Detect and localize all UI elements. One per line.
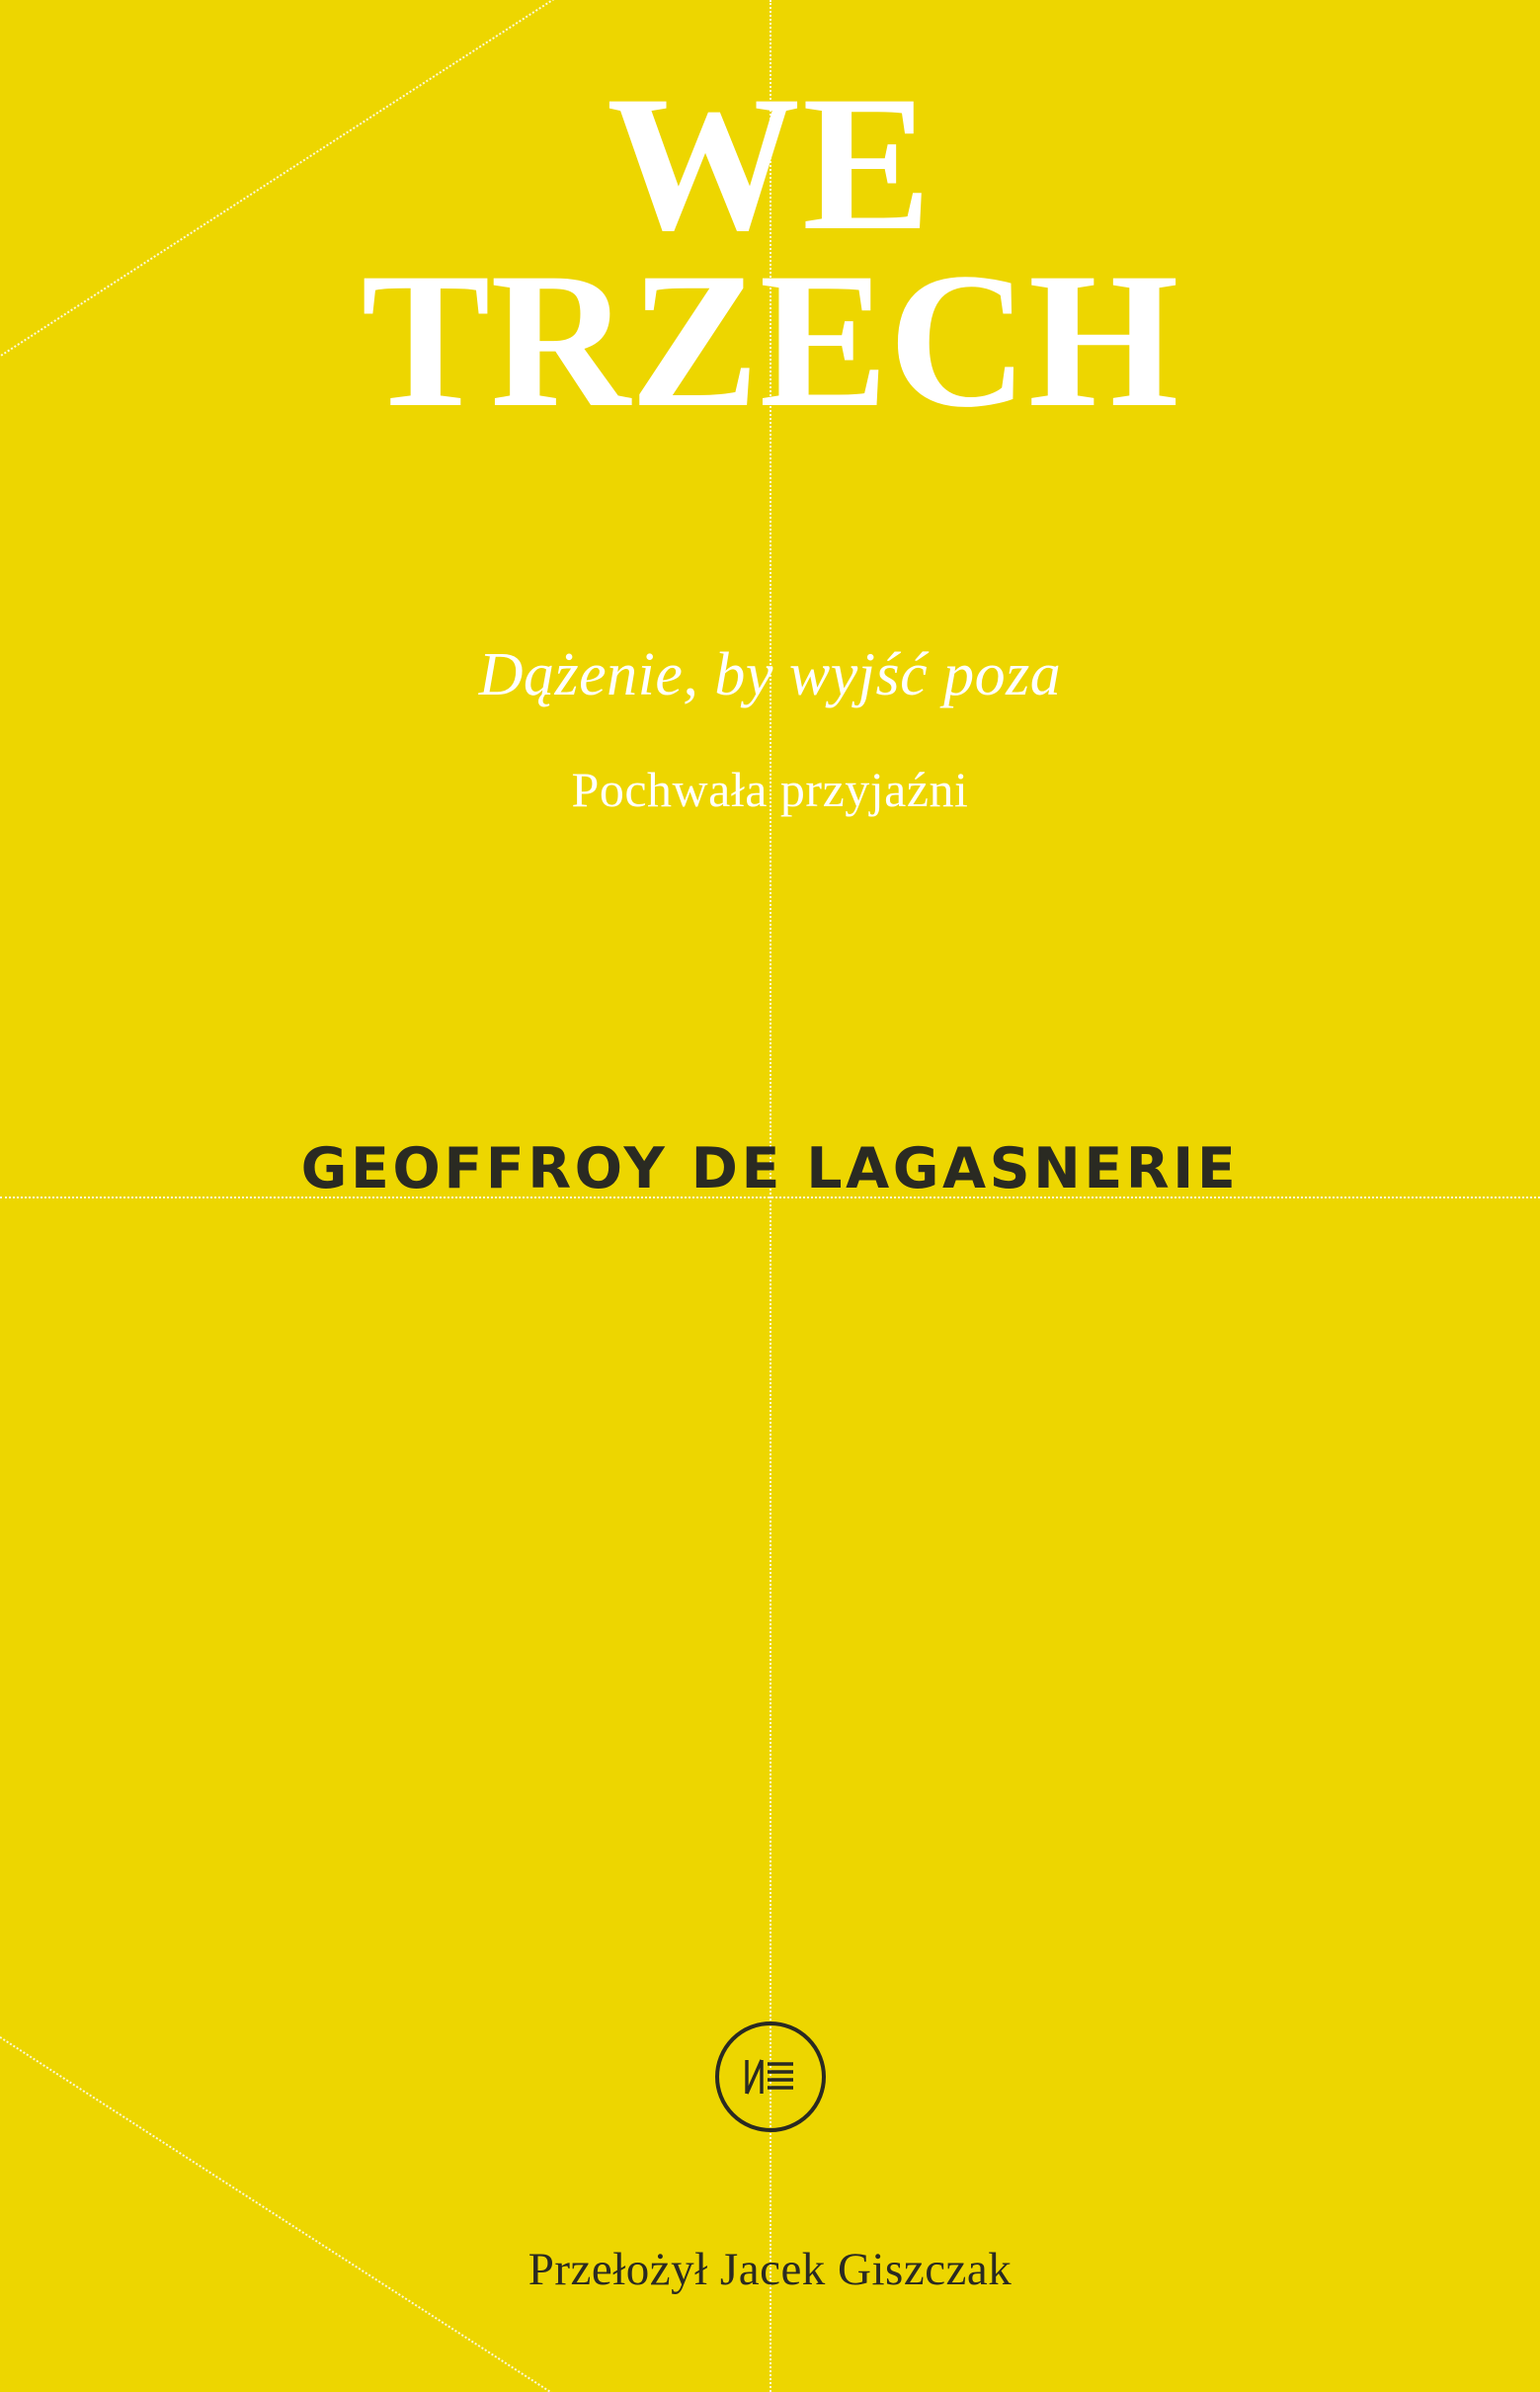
- subtitle-line-2: Pochwała przyjaźni: [571, 762, 969, 817]
- author-name: GEOFFROY DE LAGASNERIE: [300, 1136, 1240, 1201]
- guide-diagonal-1: [0, 1196, 943, 2392]
- page-title: [0, 56, 1540, 448]
- subtitle-line-1: Dążenie, by wyjść poza: [478, 641, 1062, 708]
- publisher-monogram-icon: [742, 2054, 799, 2100]
- guide-diagonal-3: [0, 1196, 1540, 2392]
- publisher-logo: [715, 2021, 826, 2132]
- translator-credit: Przełożył Jacek Giszczak: [527, 2244, 1013, 2295]
- title-line-2: TRZECH: [361, 232, 1179, 448]
- title-line-1: WE: [607, 56, 933, 271]
